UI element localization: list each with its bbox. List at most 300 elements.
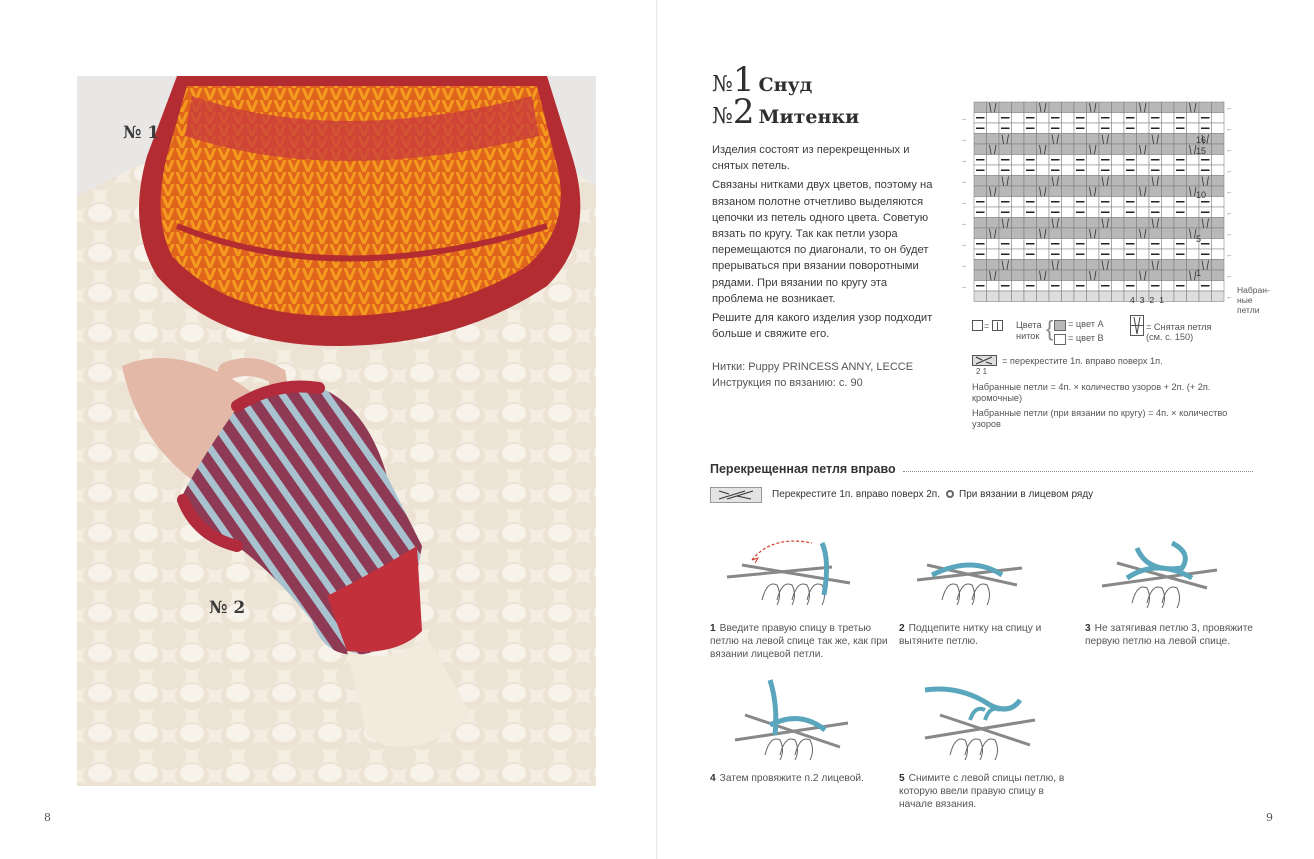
chart-cell bbox=[1024, 218, 1037, 229]
chart-cell bbox=[1024, 102, 1037, 113]
chart-cell bbox=[1212, 291, 1225, 302]
row-label: 10 bbox=[1196, 190, 1207, 200]
chart-cell bbox=[1074, 176, 1087, 187]
chart-cell bbox=[1112, 239, 1125, 250]
chart-cell bbox=[1087, 260, 1100, 271]
chart-cell bbox=[974, 134, 987, 145]
chart-cell bbox=[1087, 155, 1100, 166]
chart-cell bbox=[1087, 123, 1100, 134]
chart-cell bbox=[1062, 186, 1075, 197]
symbol-text: Перекрестите 1п. вправо поверх 2п. bbox=[772, 489, 940, 500]
step-number: 4 bbox=[710, 773, 716, 784]
chart-cell bbox=[1012, 197, 1025, 208]
description-paragraph: Связаны нитками двух цветов, поэтому на вязаном полотне отчетливо выделяются цепочки из петель одного цвета. Советую вязать по кругу. Так как петли узора перемещаются по диагонали, то он будет прерываться при вязании поворотными рядами. При вязании по кругу эта проблема не возникает. bbox=[712, 179, 933, 305]
chart-cell bbox=[1212, 260, 1225, 271]
chart-cell bbox=[1087, 270, 1100, 281]
chart-cell bbox=[1074, 134, 1087, 145]
chart-cell bbox=[1037, 134, 1050, 145]
page-number-left: 8 bbox=[44, 811, 51, 824]
chart-cell bbox=[987, 228, 1000, 239]
chart-cell bbox=[974, 176, 987, 187]
chart-cell bbox=[1062, 291, 1075, 302]
chart-cell bbox=[1087, 144, 1100, 155]
chart-cell bbox=[974, 186, 987, 197]
chart-cell bbox=[1062, 228, 1075, 239]
chart-cell bbox=[1174, 176, 1187, 187]
chart-cell bbox=[1087, 186, 1100, 197]
chart-cell bbox=[1087, 197, 1100, 208]
chart-cell bbox=[1112, 270, 1125, 281]
chart-cell bbox=[1187, 291, 1200, 302]
chart-cell bbox=[987, 113, 1000, 124]
chart-cell bbox=[1124, 144, 1137, 155]
chart-cell bbox=[1062, 270, 1075, 281]
chart-cell bbox=[1212, 281, 1225, 292]
chart-cell bbox=[987, 291, 1000, 302]
chart-cell bbox=[1112, 218, 1125, 229]
chart-cell bbox=[1124, 270, 1137, 281]
chart-cell bbox=[1074, 218, 1087, 229]
chart-cell bbox=[1137, 207, 1150, 218]
legend-colors-label: Цвета ниток bbox=[1016, 320, 1042, 341]
row-direction-arrow: → bbox=[960, 262, 967, 270]
row-direction-arrow: ← bbox=[1226, 105, 1233, 112]
row-direction-arrow: ← bbox=[1226, 294, 1233, 301]
chart-cell bbox=[987, 207, 1000, 218]
chart-cell bbox=[1137, 134, 1150, 145]
chart-cell bbox=[1062, 155, 1075, 166]
chart-cell bbox=[1012, 249, 1025, 260]
row-direction-arrow: → bbox=[960, 115, 967, 123]
row-direction-arrow: ← bbox=[1226, 273, 1233, 280]
technique-title: Перекрещенная петля вправо bbox=[710, 462, 896, 476]
chart-cell bbox=[1212, 270, 1225, 281]
chart-cell bbox=[1149, 228, 1162, 239]
chart-cell bbox=[987, 144, 1000, 155]
chart-cell bbox=[1212, 113, 1225, 124]
chart-cell bbox=[1087, 134, 1100, 145]
chart-cell bbox=[1124, 176, 1137, 187]
chart-cell bbox=[1087, 291, 1100, 302]
chart-cell bbox=[1087, 102, 1100, 113]
col-number: 1 bbox=[1159, 295, 1169, 305]
chart-cell bbox=[1212, 176, 1225, 187]
legend-brace: { bbox=[1046, 316, 1054, 341]
product-photo bbox=[77, 76, 596, 786]
chart-cell bbox=[1137, 228, 1150, 239]
row-direction-arrow: → bbox=[960, 220, 967, 228]
chart-cell bbox=[1112, 123, 1125, 134]
dotted-rule bbox=[903, 471, 1253, 472]
chart-cell bbox=[1149, 144, 1162, 155]
chart-cell bbox=[1024, 228, 1037, 239]
col-number: 3 bbox=[1139, 295, 1150, 305]
chart-cell bbox=[1037, 260, 1050, 271]
step-illustration-3 bbox=[1097, 528, 1222, 613]
chart-cell bbox=[999, 102, 1012, 113]
chart-cell bbox=[1187, 102, 1200, 113]
chart-cell bbox=[1037, 165, 1050, 176]
step-illustration-2 bbox=[912, 530, 1027, 610]
chart-cell bbox=[1037, 218, 1050, 229]
chart-cell bbox=[1037, 102, 1050, 113]
step-text: Не затягивая петлю 3, провяжите первую петлю на левой спице. bbox=[1085, 623, 1253, 647]
chart-cell bbox=[974, 228, 987, 239]
chart-cell bbox=[1174, 291, 1187, 302]
slip-stitch-symbol bbox=[1130, 315, 1144, 337]
chart-cell bbox=[1174, 102, 1187, 113]
chart-cell bbox=[1137, 197, 1150, 208]
yarn-info bbox=[712, 359, 952, 391]
chart-cell bbox=[1099, 270, 1112, 281]
chart-cell bbox=[987, 102, 1000, 113]
step-text: Подцепите нитку на спицу и вытяните петлю. bbox=[899, 623, 1042, 647]
chart-cell bbox=[1212, 102, 1225, 113]
chart-cell bbox=[1024, 134, 1037, 145]
title1-num: 1 bbox=[732, 60, 755, 100]
chart-cell bbox=[1162, 281, 1175, 292]
chart-cell bbox=[1212, 165, 1225, 176]
chart-cell bbox=[1149, 270, 1162, 281]
chart-cell bbox=[1187, 281, 1200, 292]
chart-cell bbox=[1049, 176, 1062, 187]
chart-cell bbox=[1124, 260, 1137, 271]
chart-cell bbox=[1112, 102, 1125, 113]
chart-cell bbox=[1062, 165, 1075, 176]
row-label: 5 bbox=[1196, 234, 1202, 244]
legend-symbol-pair bbox=[972, 320, 1010, 332]
chart-cell bbox=[999, 260, 1012, 271]
title-item-2 bbox=[712, 92, 859, 132]
chart-cell bbox=[1149, 186, 1162, 197]
chart-cell bbox=[1162, 249, 1175, 260]
photo-label-2: № 2 bbox=[209, 598, 246, 618]
chart-cell bbox=[1187, 249, 1200, 260]
chart-cell bbox=[1062, 123, 1075, 134]
chart-cell bbox=[1012, 218, 1025, 229]
cross-right-icon bbox=[711, 488, 761, 502]
chart-cell bbox=[1037, 270, 1050, 281]
chart-cell bbox=[1024, 186, 1037, 197]
chart-cell bbox=[1199, 176, 1212, 187]
chart-cell bbox=[1162, 218, 1175, 229]
chart-cell bbox=[1049, 260, 1062, 271]
chart-cell bbox=[1074, 144, 1087, 155]
chart-cell bbox=[1062, 197, 1075, 208]
chart-cell bbox=[1012, 281, 1025, 292]
chart-cell bbox=[1212, 207, 1225, 218]
chart-cell bbox=[1012, 113, 1025, 124]
chart-cell bbox=[1174, 218, 1187, 229]
chart-cell bbox=[987, 186, 1000, 197]
chart-cell bbox=[1174, 134, 1187, 145]
cast-on-note-1: Набранные петли = 4п. × количество узоров + 2п. (+ 2п. кромочные) bbox=[972, 382, 1211, 403]
chart-cell bbox=[1012, 291, 1025, 302]
row-direction-arrow: → bbox=[960, 241, 967, 249]
chart-cell bbox=[1024, 144, 1037, 155]
chart-cell bbox=[1187, 123, 1200, 134]
description-paragraph: Решите для какого изделия узор подходит больше и свяжите его. bbox=[712, 312, 933, 341]
row-direction-arrow: ← bbox=[1226, 126, 1233, 133]
chart-cell bbox=[999, 228, 1012, 239]
chart-cell bbox=[1087, 165, 1100, 176]
chart-cell bbox=[1162, 270, 1175, 281]
chart-cell bbox=[1112, 197, 1125, 208]
chart-cell bbox=[1187, 165, 1200, 176]
chart-cell bbox=[1099, 102, 1112, 113]
chart-cell bbox=[1037, 176, 1050, 187]
description bbox=[712, 142, 940, 345]
chart-cell bbox=[987, 155, 1000, 166]
chart-cell bbox=[1149, 134, 1162, 145]
chart-cell bbox=[1062, 134, 1075, 145]
chart-cell bbox=[1174, 260, 1187, 271]
chart-cell bbox=[1012, 144, 1025, 155]
chart-cell bbox=[1012, 123, 1025, 134]
chart-cell bbox=[1074, 270, 1087, 281]
chart-cell bbox=[1212, 123, 1225, 134]
chart-cell bbox=[1037, 249, 1050, 260]
chart-cell bbox=[1037, 186, 1050, 197]
chart-cell bbox=[1162, 102, 1175, 113]
chart-cell bbox=[1137, 249, 1150, 260]
chart-cell bbox=[999, 176, 1012, 187]
legend-cross: = перекрестите 1п. вправо поверх 1п. bbox=[1002, 356, 1163, 366]
chart-cell bbox=[1212, 186, 1225, 197]
chart-cell bbox=[1137, 123, 1150, 134]
chart-cell bbox=[1149, 218, 1162, 229]
chart-cell bbox=[1087, 228, 1100, 239]
chart-cell bbox=[1024, 291, 1037, 302]
chart-cell bbox=[974, 270, 987, 281]
chart-cell bbox=[1062, 176, 1075, 187]
chart-cell bbox=[1124, 102, 1137, 113]
chart-cell bbox=[1037, 207, 1050, 218]
chart-cell bbox=[1199, 102, 1212, 113]
title2-prefix: № bbox=[712, 104, 733, 129]
chart-cell bbox=[1037, 281, 1050, 292]
chart-cell bbox=[974, 144, 987, 155]
description-paragraph: Изделия состоят из перекрещенных и снятых петель. bbox=[712, 144, 910, 173]
chart-cell bbox=[1099, 186, 1112, 197]
chart-cell bbox=[987, 165, 1000, 176]
chart-cell bbox=[1174, 144, 1187, 155]
chart-cell bbox=[1012, 186, 1025, 197]
legend-slip: = Снятая петля (см. с. 150) bbox=[1146, 322, 1212, 342]
yarn-text: Нитки: Puppy PRINCESS ANNY, LECCE bbox=[712, 361, 914, 373]
chart-cell bbox=[1112, 134, 1125, 145]
chart-cell bbox=[1112, 113, 1125, 124]
chart-cell bbox=[1187, 207, 1200, 218]
chart-cell bbox=[1137, 260, 1150, 271]
row-direction-arrow: ← bbox=[1226, 168, 1233, 175]
chart-cell bbox=[1212, 249, 1225, 260]
step-text: Снимите с левой спицы петлю, в которую ввели правую спицу в начале вязания. bbox=[899, 773, 1065, 810]
chart-grid bbox=[958, 100, 1258, 320]
chart-cell bbox=[1049, 228, 1062, 239]
chart-cell bbox=[1037, 155, 1050, 166]
chart-cell bbox=[987, 218, 1000, 229]
svg-text:=: = bbox=[984, 321, 990, 331]
chart-cell bbox=[1137, 239, 1150, 250]
chart-cell bbox=[1212, 239, 1225, 250]
chart-cell bbox=[1062, 239, 1075, 250]
chart-cell bbox=[1162, 113, 1175, 124]
title1-prefix: № bbox=[712, 72, 733, 97]
when-text: При вязании в лицевом ряду bbox=[959, 489, 1094, 500]
row-direction-arrow: ← bbox=[1226, 231, 1233, 238]
row-direction-arrow: → bbox=[960, 157, 967, 165]
chart-cell bbox=[987, 270, 1000, 281]
chart-cell bbox=[1162, 165, 1175, 176]
step-caption-4 bbox=[710, 772, 890, 785]
row-direction-arrow: → bbox=[960, 136, 967, 144]
chart-cell bbox=[1162, 123, 1175, 134]
chart-cell bbox=[1012, 207, 1025, 218]
step-illustration-1 bbox=[722, 525, 852, 615]
chart-cell bbox=[1137, 218, 1150, 229]
cross-right-symbol bbox=[710, 487, 762, 503]
chart-cell bbox=[1162, 239, 1175, 250]
chart-cell bbox=[1012, 239, 1025, 250]
photo-label-1: № 1 bbox=[123, 123, 160, 143]
chart-cell bbox=[1012, 270, 1025, 281]
chart-cell bbox=[1074, 228, 1087, 239]
chart-cell bbox=[1099, 260, 1112, 271]
chart-cell bbox=[1212, 134, 1225, 145]
chart-cell bbox=[1149, 102, 1162, 113]
chart-cell bbox=[1187, 176, 1200, 187]
chart-cell bbox=[1162, 134, 1175, 145]
chart-cell bbox=[1112, 249, 1125, 260]
chart-cell bbox=[1062, 218, 1075, 229]
row-direction-arrow: ← bbox=[1226, 147, 1233, 154]
step-number: 1 bbox=[710, 623, 716, 634]
legend-swatch-b bbox=[1054, 334, 1066, 345]
chart-cell bbox=[1062, 144, 1075, 155]
row-label: 16 bbox=[1196, 135, 1207, 145]
row-direction-arrow: ← bbox=[1226, 210, 1233, 217]
chart-cell bbox=[1112, 144, 1125, 155]
chart-cell bbox=[1024, 270, 1037, 281]
chart-cell bbox=[1012, 260, 1025, 271]
chart-cell bbox=[1074, 291, 1087, 302]
legend-color-b: = цвет В bbox=[1068, 333, 1104, 343]
col-number: 2 bbox=[1149, 295, 1160, 305]
step-number: 3 bbox=[1085, 623, 1091, 634]
chart-cell bbox=[1062, 113, 1075, 124]
legend-swatch-a bbox=[1054, 320, 1066, 331]
chart-cell bbox=[1137, 102, 1150, 113]
step-text: Введите правую спицу в третью петлю на левой спице так же, как при вязании лицевой петли. bbox=[710, 623, 888, 660]
chart-cell bbox=[974, 102, 987, 113]
step-number: 2 bbox=[899, 623, 905, 634]
chart-cell bbox=[1049, 144, 1062, 155]
chart-cell bbox=[1074, 260, 1087, 271]
chart-cell bbox=[1124, 228, 1137, 239]
chart-cell bbox=[1137, 113, 1150, 124]
chart-cell bbox=[1149, 260, 1162, 271]
chart-cell bbox=[1087, 249, 1100, 260]
row-label: 1 bbox=[1196, 268, 1202, 278]
row-direction-arrow: ← bbox=[1226, 189, 1233, 196]
chart-cell bbox=[1162, 197, 1175, 208]
chart-cell bbox=[1062, 207, 1075, 218]
chart-cell bbox=[999, 270, 1012, 281]
chart-cell bbox=[1037, 123, 1050, 134]
chart-cell bbox=[1087, 281, 1100, 292]
cast-on-label: Набран- ные петли bbox=[1237, 285, 1270, 315]
chart-cell bbox=[1049, 291, 1062, 302]
legend-color-a: = цвет А bbox=[1068, 319, 1104, 329]
chart-cell bbox=[999, 144, 1012, 155]
chart-cell bbox=[1212, 197, 1225, 208]
chart-cell bbox=[1124, 134, 1137, 145]
step-number: 5 bbox=[899, 773, 905, 784]
chart-cell bbox=[1112, 260, 1125, 271]
chart-cell bbox=[1099, 134, 1112, 145]
chart-cell bbox=[1137, 144, 1150, 155]
chart-cell bbox=[1212, 144, 1225, 155]
step-caption-2 bbox=[899, 622, 1069, 648]
page-number-right: 9 bbox=[1266, 811, 1273, 824]
chart-cell bbox=[1137, 186, 1150, 197]
col-number: 4 bbox=[1130, 295, 1140, 305]
chart-cell bbox=[999, 218, 1012, 229]
row-direction-arrow: → bbox=[960, 199, 967, 207]
row-direction-arrow: → bbox=[960, 283, 967, 291]
chart-cell bbox=[987, 281, 1000, 292]
chart-cell bbox=[1112, 186, 1125, 197]
chart-cell bbox=[1162, 144, 1175, 155]
chart-cell bbox=[1037, 113, 1050, 124]
chart-cell bbox=[1087, 218, 1100, 229]
chart-cell bbox=[1012, 165, 1025, 176]
chart-cell bbox=[1199, 218, 1212, 229]
chart-cell bbox=[1049, 186, 1062, 197]
chart-cell bbox=[1174, 186, 1187, 197]
chart-cell bbox=[1199, 291, 1212, 302]
chart-cell bbox=[1087, 113, 1100, 124]
chart-cell bbox=[1174, 228, 1187, 239]
step-text: Затем провяжите п.2 лицевой. bbox=[719, 773, 864, 784]
chart-cell bbox=[1024, 176, 1037, 187]
chart-cell bbox=[1212, 218, 1225, 229]
step-caption-1 bbox=[710, 622, 890, 661]
knitting-chart bbox=[958, 100, 1270, 320]
chart-cell bbox=[1112, 165, 1125, 176]
cross-symbol-nums: 2 1 bbox=[976, 367, 988, 376]
chart-cell bbox=[1137, 281, 1150, 292]
cast-on-note-2: Набранные петли (при вязании по кругу) = 4п. × количество узоров bbox=[972, 408, 1228, 429]
chart-cell bbox=[987, 197, 1000, 208]
chart-cell bbox=[1099, 144, 1112, 155]
chart-cell bbox=[1112, 228, 1125, 239]
chart-cell bbox=[1162, 260, 1175, 271]
chart-cell bbox=[1074, 102, 1087, 113]
step-illustration-4 bbox=[730, 675, 855, 765]
chart-cell bbox=[1124, 186, 1137, 197]
chart-cell bbox=[999, 186, 1012, 197]
instruction-ref: Инструкция по вязанию: с. 90 bbox=[712, 377, 863, 389]
chart-cell bbox=[1162, 155, 1175, 166]
chart-cell bbox=[1212, 155, 1225, 166]
chart-cell bbox=[1162, 207, 1175, 218]
chart-cell bbox=[1099, 228, 1112, 239]
chart-cell bbox=[1187, 218, 1200, 229]
chart-cell bbox=[1112, 281, 1125, 292]
chart-cell bbox=[1099, 291, 1112, 302]
